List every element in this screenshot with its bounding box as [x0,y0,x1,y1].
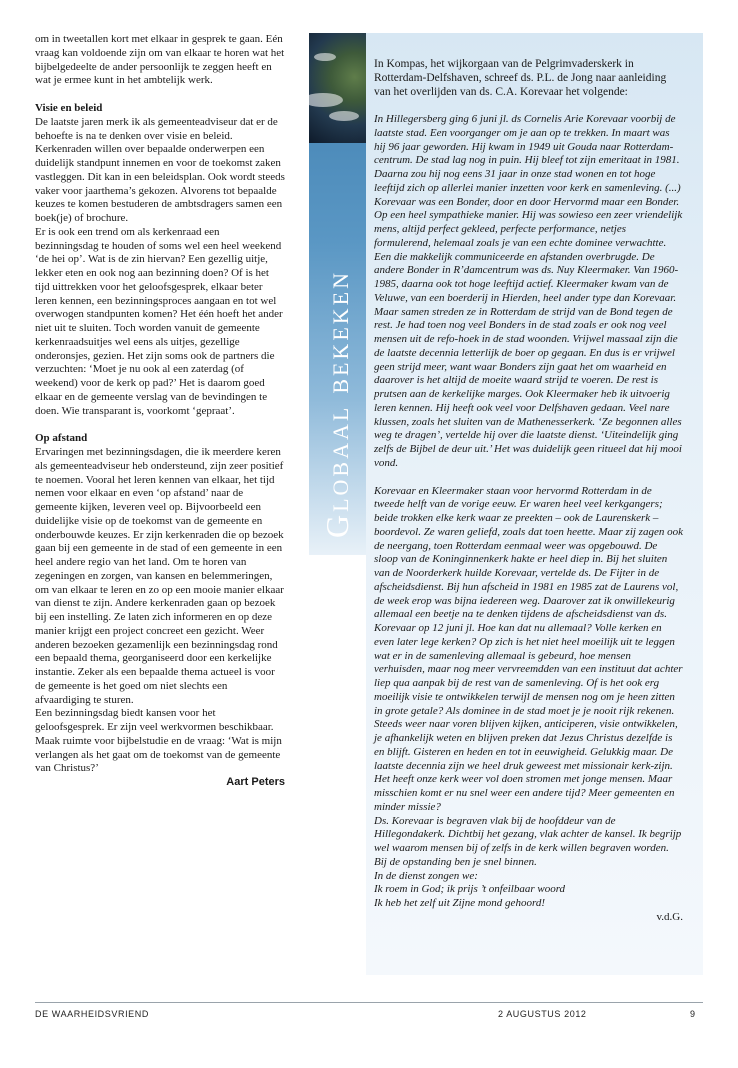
issue-date: 2 AUGUSTUS 2012 [498,1009,587,1019]
quote-line: Ik roem in God; ik prijs ’t onfeilbaar woord [374,883,566,896]
footer-rule [35,1002,703,1003]
signature: v.d.G. [656,910,683,923]
earth-image [309,33,366,143]
section-title: Globaal bekeken [319,270,355,538]
page-number: 9 [690,1009,696,1019]
left-column [35,33,285,790]
right-column [366,33,703,975]
intro-paragraph: In Kompas, het wijkorgaan van de Pelgrimvaderskerk in Rotterdam-Delfshaven, schreef ds. P.L. de Jong naar aanleiding van het overlijden van ds. C.A. Korevaar het volgende: [374,58,667,98]
author-name: Aart Peters [226,776,285,788]
paragraph: om in tweetallen kort met elkaar in gesprek te gaan. Eén vraag kan voldoende zijn om van elkaar te horen wat het bijbelgedeelte de ander persoonlijk te zeggen heeft en wat je ermee kunt in het ambtelijk werk. [35,33,285,87]
quote-line: In de dienst zongen we: [374,869,478,882]
quote-line: Ik heb het zelf uit Zijne mond gehoord! [374,897,545,909]
heading-visie-en-beleid: Visie en beleid [35,102,103,114]
cloud-shape [314,53,336,61]
section-band [309,33,366,555]
quote-paragraph: In Hillegersberg ging 6 juni jl. ds Cornelis Arie Korevaar voorbij de laatste stad. Een voorganger om je aan op te trekken. In maart was hij 96 jaar geworden. Hij kwam in 1949 uit Gouda naar Rotterdam-centrum. De stad lag nog in puin. Hij bleef tot zijn emeritaat in 1981. Daarna zou hij nog eens 31 jaar in onze stad wonen en tot hoge leeftijd zich op allerlei manier inzetten voor kerk en samenleving. (...) Korevaar was een Bonder, door en door Hervormd maar een Bonder. Op een heel sympathieke manier. Hij was sowieso een zeer vriendelijk mens, altijd perfect gekleed, perfecte performance, netjes formulerend, helemaal zoals je van een echte dominee verwachtte. Een die makkelijk communiceerde en afstanden overbrugde. De andere Bonder in R’damcentrum was ds. Nuy Kleermaker. Van 1960-1985, daarna ook tot hoge leeftijd actief. Kleermaker kwam van de Veluwe, van een boerderij in Hierden, heel ander type dan Korevaar. Maar samen streden ze in Rotterdam de strijd van de Bond tegen de rest. Je had toen nog veel Bonders in de stad zoals er ook nog veel mensen uit de refo-hoek in de stad woonden. Vrijwel massaal zijn die de laatste decennia letterlijk de boer op gegaan. En dus is er vrijwel geen strijd meer, want waar Bonders zijn gaat het om waarheid en daarover is het altijd de moeite waard strijd te voeren. De rest is prutsen aan de kerkelijke marges. Ook Kleermaker heb ik uitvoerig leren kennen. Hij heeft ook veel voor Delfshaven gedaan. Veel nare klussen, zoals het sluiten van de Mathenesserkerk. ‘Ze begonnen alles weg te dragen’, vertelde hij over die laatste dienst. ‘Uiteindelijk ging zelfs de Bijbel de deur uit.’ Het was duidelijk geen ritueel dat hij mooi vond. [374,113,683,469]
cloud-shape [309,93,343,107]
cloud-shape [329,111,359,121]
quote-paragraph: Ds. Korevaar is begraven vlak bij de hoofddeur van de Hillegondakerk. Dichtbij het gezang, vlak achter de kansel. Ik begrijp wel waarom mensen bij of zelfs in de kerk willen begraven worden. Bij de opstanding ben je snel binnen. [374,814,682,868]
paragraph: Ervaringen met bezinningsdagen, die ik meerdere keren als gemeenteadviseur heb ondersteund, zijn zeer positief te noemen. Vooral het leren kennen van elkaar, het tijd nemen voor elkaar en even ‘op afstand’ naar de gemeente kijken, leveren veel op. Bijvoorbeeld een duidelijke visie op de toekomst van de gemeente en onderbouwde keuzes. Er zijn kerkenraden die op bezoek gaan bij een gemeente in de stad of een gemeente in een heel andere regio van het land. Om te horen van zegeningen en zorgen, van kansen en belemmeringen, om van elkaar te leren en zo op een mooie manier elkaar van dienst te zijn. Andere kerkenraden gaan op bezoek bij een instelling. Ze laten zich informeren en op deze manier krijgt een project concreet een gezicht. Weer anderen bezoeken gezamenlijk een bezinningsdag rond een bepaald thema, georganiseerd door een kerkelijke instantie. Zeker als een bepaalde thema actueel is voor de gemeente is het goed om niet slechts een afvaardiging te sturen. [35,446,284,706]
heading-op-afstand: Op afstand [35,432,88,445]
paragraph: Er is ook een trend om als kerkenraad een bezinningsdag te houden of soms wel een heel weekend ‘de hei op’. Wat is de zin hiervan? Een gezellig uitje, lekker eten en ook nog aan bezinning doen? Of is het tijd uittrekken voor het geloofsgesprek, elkaar beter leren kennen, een bezinningsproces aangaan en tot wel overwogen standpunten komen? Het één hoeft het ander niet uit te sluiten. Toch worden vanuit de gemeente kerkenraadsuitjes wel eens als uitjes, gezellige onderonsjes, gezien. Het zijn soms ook de partners die verzuchten: ‘Moet je nu ook al een zaterdag (of weekend) voor de kerk op pad?’ Het is daarom goed elkaar en de gemeente verslag van de bevindingen te doen. Wie transparant is, voorkomt ‘gepraat’. [35,225,283,417]
paragraph: De laatste jaren merk ik als gemeenteadviseur dat er de behoefte is na te denken over visie en beleid. Kerkenraden willen over bepaalde onderwerpen een duidelijk standpunt innemen en voor de toekomst zaken vastleggen. Dit kan in een beleidsplan. Ook wordt steeds vaker voor jaarthema’s gekozen. Alvorens tot bepaalde keuzes te komen bestuderen de ambtsdragers samen een boek(je) of brochure. [35,115,285,224]
paragraph: Een bezinningsdag biedt kansen voor het geloofsgesprek. Er zijn veel werkvormen beschikbaar. Maak ruimte voor bijbelstudie en de vraag: ‘Wat is mijn verlangen als het gaat om de toekomst van de gemeente van Christus?’ [35,707,282,775]
quote-paragraph: Korevaar en Kleermaker staan voor hervormd Rotterdam in de tweede helft van de vorige eeuw. Er waren heel veel kerkgangers; beide trokken elke kerk waar ze preekten – ook de Laurenskerk – boordevol. Ze waren geliefd, zoals dat toen heette. Maar zij zagen ook de neergang, toen Rotterdam eenmaal weer was opgebouwd. De sloop van de Koninginnenkerk hakte er heel diep in. Bij het sluiten van de Noorderkerk huilde Korevaar, vertelde ds. De Fijter in de afscheidsdienst. Bij hun afscheid in 1981 en 1985 zat de Laurens vol, de week erop was bijna iedereen weg. Daarover zat ik onwillekeurig allemaal een beetje na te denken tijdens de afscheidsdienst van ds. Korevaar op 12 juni jl. Hoe kan dat nu allemaal? Volle kerken en even later lege kerken? Op zich is het niet heel moeilijk uit te leggen wat er in de samenleving allemaal is gebeurd, hoe mensen verhuisden, maar nog meer vervreemdden van een instituut dat achter liep qua aanpak bij de rest van de samenleving. Of is het ook erg moeilijk visie te ontwikkelen terwijl de mensen nog om je heen zitten in grote getale? Als dominee in de stad moet je je nooit rijk rekenen. Steeds weer naar voren blijven kijken, anticiperen, visie ontwikkelen, je afhankelijk weten en blijven preken dat Jezus Christus dezelfde is en blijft. Gisteren en heden en tot in eeuwigheid. Gelukkig maar. De laatste decennia zijn we heel druk geweest met missionair kerk-zijn. Het heeft onze kerk weer vol doen stromen met jonge mensen. Maar misschien komt er nu snel weer een andere tijd? Meer gemeenten en minder missie? [374,484,683,813]
publication-name: DE WAARHEIDSVRIEND [35,1009,149,1019]
